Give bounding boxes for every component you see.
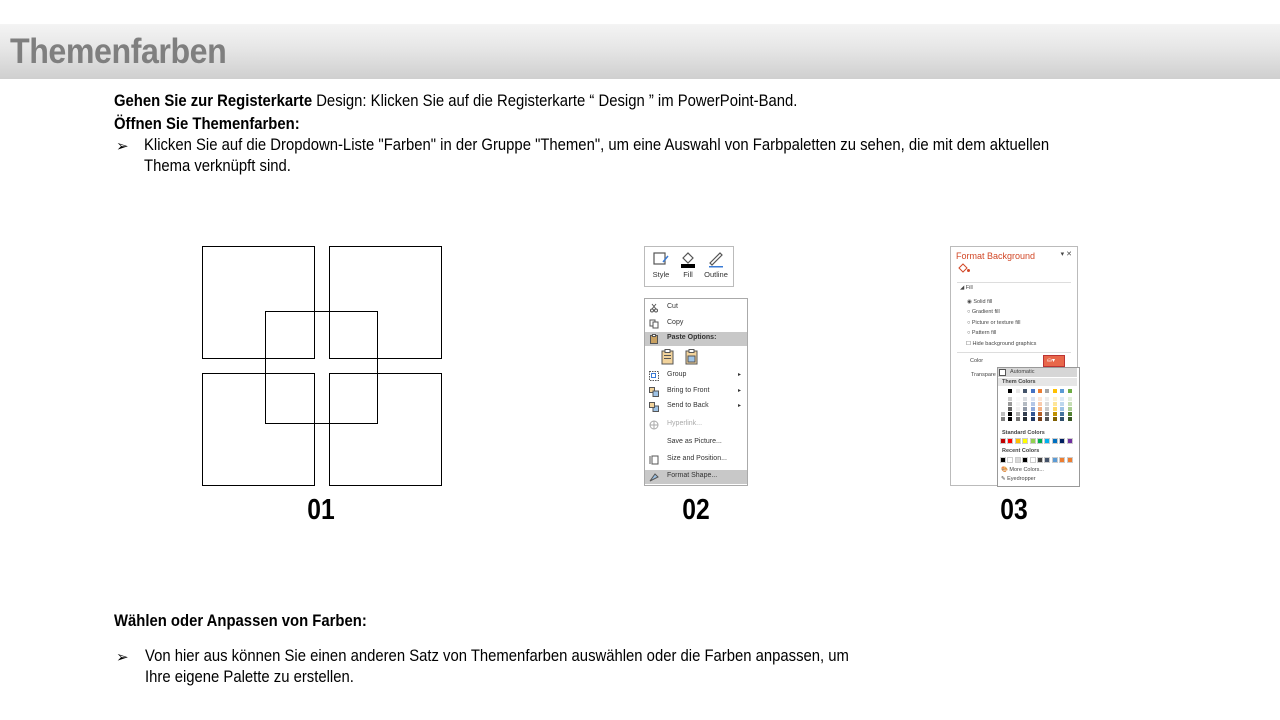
fill-button[interactable] bbox=[675, 249, 701, 279]
line-design-bold: Gehen Sie zur Registerkarte bbox=[114, 92, 313, 110]
theme-color-swatch[interactable] bbox=[1053, 412, 1057, 416]
theme-color-swatch[interactable] bbox=[1045, 402, 1049, 406]
menu-item-format-shape-label: Format Shape... bbox=[667, 472, 718, 479]
theme-color-swatch[interactable] bbox=[1045, 412, 1049, 416]
automatic-option[interactable] bbox=[998, 368, 1077, 377]
size-position-icon bbox=[649, 455, 659, 465]
menu-item-paste-options bbox=[645, 332, 747, 346]
style-button[interactable] bbox=[648, 249, 674, 279]
color-dropdown-button[interactable] bbox=[1043, 355, 1065, 367]
recent-color-swatch[interactable] bbox=[1060, 458, 1064, 462]
theme-color-swatch[interactable] bbox=[1060, 417, 1064, 421]
recent-color-swatch[interactable] bbox=[1031, 458, 1035, 462]
menu-item-size-and-position[interactable] bbox=[645, 453, 747, 467]
heading-choose-colors: Wählen oder Anpassen von Farben: bbox=[114, 612, 367, 630]
menu-item-hyperlink[interactable] bbox=[645, 418, 747, 432]
recent-color-swatch[interactable] bbox=[1053, 458, 1057, 462]
option-picture-fill-label: Picture or texture fill bbox=[971, 320, 1021, 326]
bullet1-line2: Thema verknüpft sind. bbox=[144, 157, 291, 175]
line-design-rest: Design: Klicken Sie auf die Registerkarte “ Design ” im PowerPoint-Band. bbox=[312, 92, 798, 110]
palette-icon: 🎨 bbox=[1001, 467, 1010, 473]
recent-color-swatch[interactable] bbox=[1045, 458, 1049, 462]
standard-color-swatch[interactable] bbox=[1023, 439, 1027, 443]
scissors-icon bbox=[649, 303, 659, 313]
fill-section-header[interactable]: ◢ Fill bbox=[960, 285, 973, 291]
standard-colors-label: Standard Colors bbox=[1002, 430, 1045, 436]
chevron-right-icon: ▸ bbox=[737, 372, 741, 378]
menu-item-bring-to-front[interactable] bbox=[645, 385, 747, 399]
format-shape-icon bbox=[649, 472, 659, 482]
option-pattern-fill[interactable] bbox=[967, 330, 996, 336]
standard-color-swatch[interactable] bbox=[1053, 439, 1057, 443]
option-solid-fill-label: Solid fill bbox=[973, 299, 993, 305]
automatic-swatch bbox=[999, 369, 1006, 376]
menu-item-send-to-back-label: Send to Back bbox=[667, 402, 709, 409]
figure-number-01: 01 bbox=[307, 494, 335, 526]
theme-color-swatch[interactable] bbox=[1016, 417, 1020, 421]
theme-color-swatch[interactable] bbox=[1016, 412, 1020, 416]
theme-color-swatch[interactable] bbox=[1053, 407, 1057, 411]
outline-pen-icon bbox=[706, 249, 726, 269]
theme-color-swatch[interactable] bbox=[1008, 417, 1012, 421]
group-icon bbox=[649, 371, 659, 381]
theme-color-swatch[interactable] bbox=[1038, 397, 1042, 401]
bullet2-line2: Ihre eigene Palette zu erstellen. bbox=[145, 668, 354, 686]
theme-color-swatch[interactable] bbox=[1053, 402, 1057, 406]
theme-color-swatch[interactable] bbox=[1053, 417, 1057, 421]
theme-color-swatch[interactable] bbox=[1060, 389, 1064, 393]
recent-color-swatch[interactable] bbox=[1068, 458, 1072, 462]
radio-icon: ◉ bbox=[967, 299, 974, 305]
page-title: Themenfarben bbox=[10, 32, 227, 71]
theme-color-swatch[interactable] bbox=[1023, 412, 1027, 416]
menu-item-size-and-position-label: Size and Position... bbox=[667, 455, 727, 462]
theme-color-swatch[interactable] bbox=[1068, 402, 1072, 406]
paste-options-row bbox=[645, 348, 747, 366]
theme-color-swatch[interactable] bbox=[1053, 389, 1057, 393]
transparency-label: Transpare bbox=[971, 372, 996, 378]
theme-color-swatch[interactable] bbox=[1038, 389, 1042, 393]
standard-color-swatch[interactable] bbox=[1038, 439, 1042, 443]
theme-color-swatch[interactable] bbox=[1016, 389, 1020, 393]
send-to-back-icon bbox=[649, 402, 659, 412]
figure-number-03: 03 bbox=[1000, 494, 1028, 526]
bullet2-line1: Von hier aus können Sie einen anderen Satz von Themenfarben auswählen oder die Farben anpassen, um bbox=[145, 647, 849, 665]
menu-item-copy[interactable] bbox=[645, 317, 747, 331]
theme-color-swatch[interactable] bbox=[1031, 412, 1035, 416]
fill-bucket-icon: ⛀▾ bbox=[1047, 358, 1056, 364]
theme-color-swatch[interactable] bbox=[1068, 389, 1072, 393]
bullet-arrow-icon: ➢ bbox=[116, 649, 129, 666]
hide-bg-label: Hide background graphics bbox=[972, 341, 1037, 347]
recent-color-swatch[interactable] bbox=[1001, 458, 1005, 462]
menu-item-hyperlink-label: Hyperlink... bbox=[667, 420, 703, 427]
paste-icon bbox=[649, 334, 659, 344]
option-gradient-fill-label: Gradient fill bbox=[971, 309, 1000, 315]
theme-color-swatch[interactable] bbox=[1038, 402, 1042, 406]
bring-to-front-icon bbox=[649, 387, 659, 397]
theme-color-swatch[interactable] bbox=[1001, 417, 1005, 421]
theme-color-swatch[interactable] bbox=[1053, 397, 1057, 401]
fill-label: Fill bbox=[683, 270, 693, 279]
style-icon bbox=[651, 249, 671, 269]
mini-toolbar bbox=[644, 246, 734, 287]
eyedropper-label: Eyedropper bbox=[1007, 476, 1036, 482]
theme-colors-label: Them Colors bbox=[1002, 379, 1036, 385]
copy-icon bbox=[649, 319, 659, 329]
theme-color-swatch[interactable] bbox=[1045, 417, 1049, 421]
menu-item-send-to-back[interactable] bbox=[645, 400, 747, 414]
style-label: Style bbox=[652, 270, 670, 279]
pane-close-icon[interactable]: ▾ ✕ bbox=[1060, 251, 1072, 258]
hyperlink-icon bbox=[649, 420, 659, 430]
standard-color-swatch[interactable] bbox=[1031, 439, 1035, 443]
context-menu bbox=[644, 298, 748, 486]
theme-color-swatch[interactable] bbox=[1008, 402, 1012, 406]
option-gradient-fill[interactable] bbox=[967, 309, 1000, 315]
color-picker-dropdown bbox=[997, 367, 1080, 487]
theme-color-swatch[interactable] bbox=[1001, 402, 1005, 406]
recent-color-swatch[interactable] bbox=[1038, 458, 1042, 462]
theme-color-swatch[interactable] bbox=[1001, 397, 1005, 401]
paste-keep-formatting-icon[interactable] bbox=[661, 349, 675, 365]
option-picture-fill[interactable] bbox=[967, 320, 1020, 326]
standard-color-swatch[interactable] bbox=[1060, 439, 1064, 443]
menu-item-cut[interactable] bbox=[645, 301, 747, 315]
standard-color-swatch[interactable] bbox=[1001, 439, 1005, 443]
theme-color-swatch[interactable] bbox=[1060, 412, 1064, 416]
menu-item-paste-options-label: Paste Options: bbox=[667, 334, 717, 341]
menu-item-save-as-picture-label: Save as Picture... bbox=[667, 438, 722, 445]
menu-item-copy-label: Copy bbox=[667, 319, 684, 326]
option-solid-fill[interactable] bbox=[967, 299, 992, 305]
fill-bucket-icon bbox=[678, 249, 698, 269]
theme-color-swatch[interactable] bbox=[1023, 397, 1027, 401]
divider bbox=[957, 352, 1071, 353]
theme-color-swatch[interactable] bbox=[1023, 389, 1027, 393]
recent-color-swatch[interactable] bbox=[1023, 458, 1027, 462]
theme-color-swatch[interactable] bbox=[1016, 407, 1020, 411]
outline-button[interactable] bbox=[703, 249, 729, 279]
heading-open-theme-colors: Öffnen Sie Themenfarben: bbox=[114, 115, 300, 133]
bullet-arrow-icon: ➢ bbox=[116, 138, 129, 155]
theme-color-swatch[interactable] bbox=[1060, 402, 1064, 406]
theme-color-swatch[interactable] bbox=[1038, 417, 1042, 421]
theme-color-swatch[interactable] bbox=[1001, 389, 1005, 393]
theme-color-swatch[interactable] bbox=[1068, 407, 1072, 411]
square-center bbox=[265, 311, 378, 424]
bullet1-line1: Klicken Sie auf die Dropdown-Liste "Farben" in der Gruppe "Themen", um eine Auswahl von Farbpaletten zu sehen, die mit dem aktuellen bbox=[144, 136, 1050, 154]
option-pattern-fill-label: Pattern fill bbox=[971, 330, 997, 336]
theme-color-swatch[interactable] bbox=[1068, 417, 1072, 421]
recent-color-swatch[interactable] bbox=[1008, 458, 1012, 462]
eyedropper-icon: ✎ bbox=[1001, 476, 1008, 482]
theme-color-swatch[interactable] bbox=[1031, 402, 1035, 406]
theme-color-swatch[interactable] bbox=[1068, 412, 1072, 416]
theme-color-swatch[interactable] bbox=[1045, 397, 1049, 401]
chevron-right-icon: ▸ bbox=[737, 388, 741, 394]
theme-color-swatch[interactable] bbox=[1031, 417, 1035, 421]
theme-color-swatch[interactable] bbox=[1045, 407, 1049, 411]
fill-bucket-icon[interactable] bbox=[957, 263, 971, 274]
recent-color-row bbox=[1001, 458, 1075, 463]
radio-icon: ○ bbox=[967, 330, 972, 336]
menu-item-group-label: Group bbox=[667, 371, 687, 378]
theme-color-swatch[interactable] bbox=[1060, 397, 1064, 401]
theme-color-grid bbox=[1001, 389, 1075, 427]
theme-color-swatch[interactable] bbox=[1031, 397, 1035, 401]
theme-color-swatch[interactable] bbox=[1016, 402, 1020, 406]
recent-color-swatch[interactable] bbox=[1016, 458, 1020, 462]
theme-color-swatch[interactable] bbox=[1060, 407, 1064, 411]
checkbox-icon: ☐ bbox=[966, 341, 973, 347]
theme-color-swatch[interactable] bbox=[1008, 412, 1012, 416]
standard-color-swatch[interactable] bbox=[1068, 439, 1072, 443]
format-background-pane bbox=[950, 246, 1078, 486]
theme-color-swatch[interactable] bbox=[1045, 389, 1049, 393]
theme-color-swatch[interactable] bbox=[1016, 397, 1020, 401]
theme-color-swatch[interactable] bbox=[1001, 412, 1005, 416]
chevron-right-icon: ▸ bbox=[737, 403, 741, 409]
theme-color-swatch[interactable] bbox=[1038, 407, 1042, 411]
theme-color-swatch[interactable] bbox=[1023, 417, 1027, 421]
theme-color-swatch[interactable] bbox=[1031, 389, 1035, 393]
theme-color-swatch[interactable] bbox=[1068, 397, 1072, 401]
theme-color-swatch[interactable] bbox=[1008, 389, 1012, 393]
color-label: Color bbox=[970, 358, 984, 364]
standard-color-row bbox=[1001, 439, 1075, 444]
outline-label: Outline bbox=[704, 270, 728, 279]
standard-color-swatch[interactable] bbox=[1016, 439, 1020, 443]
theme-color-swatch[interactable] bbox=[1023, 402, 1027, 406]
more-colors-label: More Colors... bbox=[1009, 467, 1044, 473]
line-design bbox=[114, 91, 797, 112]
automatic-label: Automatic bbox=[1010, 369, 1035, 375]
theme-color-swatch[interactable] bbox=[1023, 407, 1027, 411]
recent-colors-label: Recent Colors bbox=[1002, 448, 1040, 454]
standard-color-swatch[interactable] bbox=[1008, 439, 1012, 443]
radio-icon: ○ bbox=[967, 320, 972, 326]
theme-color-swatch[interactable] bbox=[1008, 397, 1012, 401]
eyedropper-option[interactable] bbox=[1001, 476, 1036, 482]
menu-item-group[interactable] bbox=[645, 369, 747, 383]
menu-item-bring-to-front-label: Bring to Front bbox=[667, 387, 710, 394]
paste-picture-icon[interactable] bbox=[685, 349, 699, 365]
divider bbox=[957, 282, 1071, 283]
figure-number-02: 02 bbox=[682, 494, 710, 526]
hide-bg-checkbox[interactable] bbox=[966, 341, 1036, 347]
theme-colors-header bbox=[998, 378, 1077, 386]
theme-color-swatch[interactable] bbox=[1038, 412, 1042, 416]
format-background-title: Format Background bbox=[956, 251, 1036, 261]
theme-color-swatch[interactable] bbox=[1031, 407, 1035, 411]
menu-item-save-as-picture[interactable] bbox=[645, 436, 747, 450]
theme-color-swatch[interactable] bbox=[1008, 407, 1012, 411]
radio-icon: ○ bbox=[967, 309, 972, 315]
standard-color-swatch[interactable] bbox=[1045, 439, 1049, 443]
theme-color-swatch[interactable] bbox=[1001, 407, 1005, 411]
menu-item-format-shape[interactable] bbox=[645, 470, 747, 484]
menu-item-cut-label: Cut bbox=[667, 303, 678, 310]
more-colors-option[interactable] bbox=[1001, 467, 1044, 473]
